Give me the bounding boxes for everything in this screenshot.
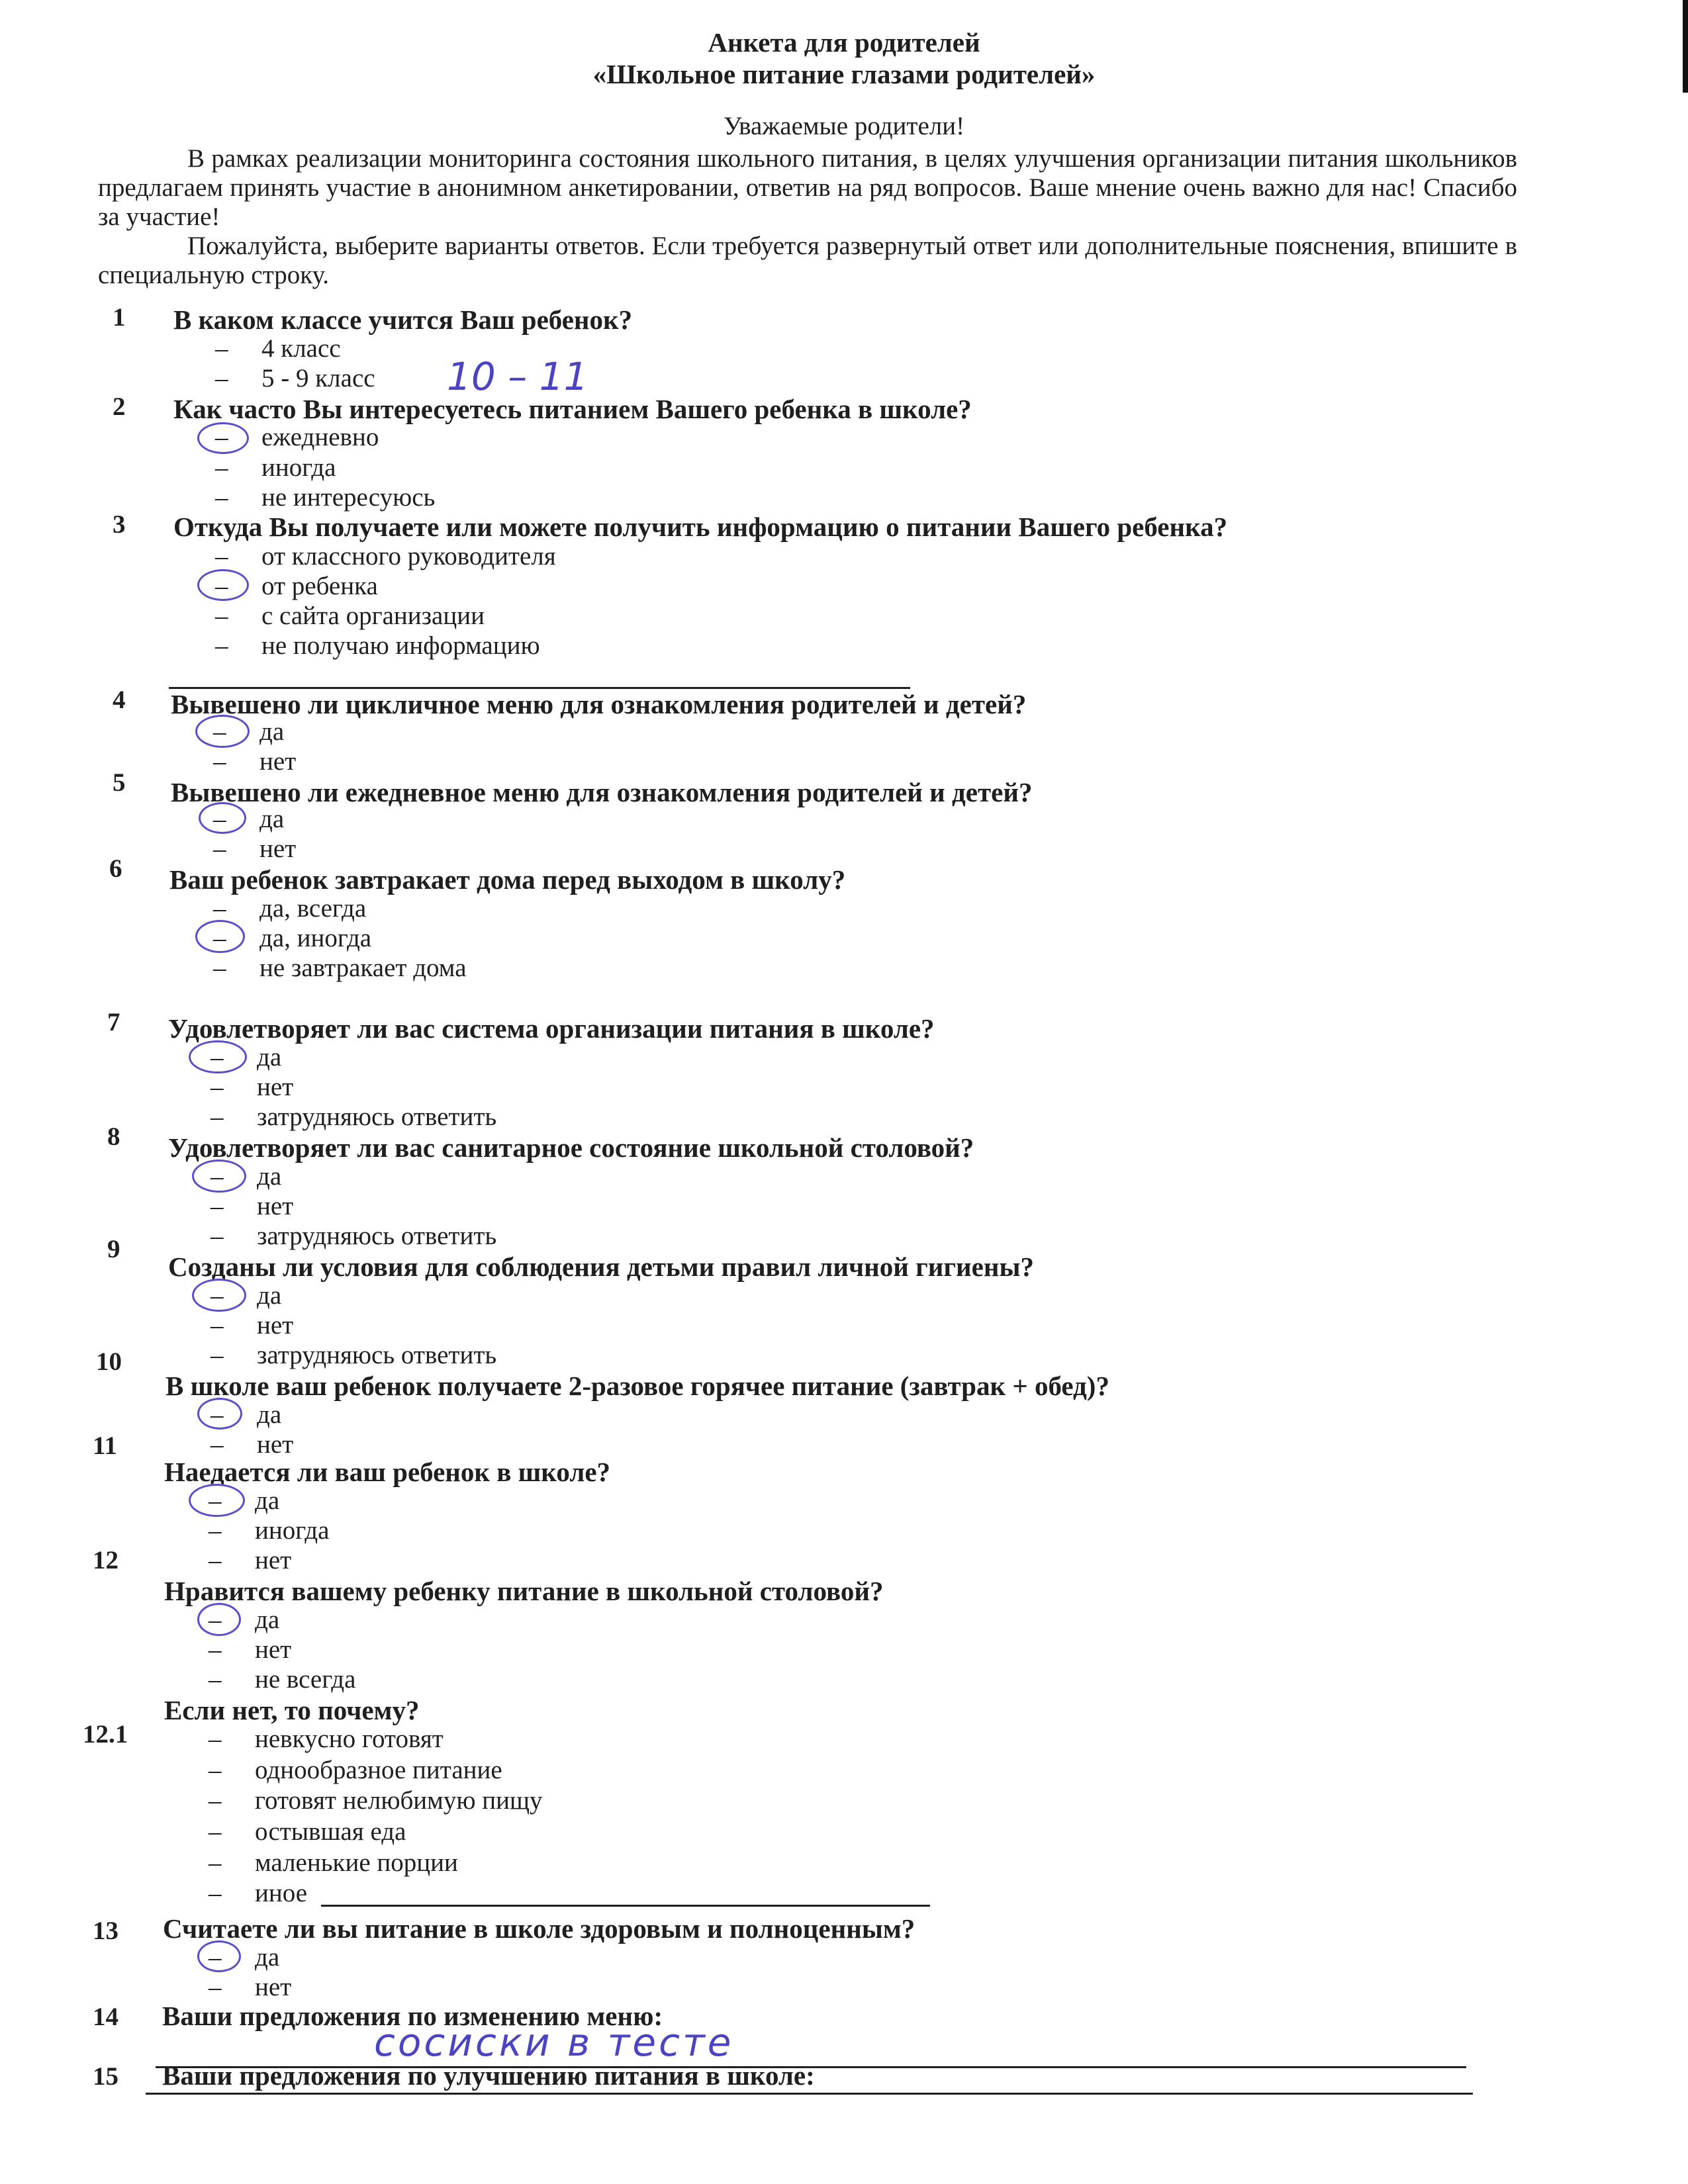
intro-paragraph-2: Пожалуйста, выберите варианты ответов. Если требуется развернутый ответ или дополнительные пояснения, впишите в специальную строку.	[98, 232, 1517, 289]
q2-text: Как часто Вы интересуетесь питанием Вашего ребенка в школе?	[173, 394, 972, 424]
q7-option-2[interactable]: – нет	[211, 1073, 294, 1101]
q9-option-1[interactable]: – да	[211, 1281, 282, 1310]
q8-number: 8	[107, 1122, 120, 1151]
q1-option-1[interactable]: – 4 класс	[215, 334, 341, 363]
q13-text: Считаете ли вы питание в школе здоровым и полноценным?	[163, 1913, 915, 1944]
form-subtitle: «Школьное питание глазами родителей»	[592, 59, 1096, 89]
q10-number: 10	[96, 1347, 122, 1376]
q10-text: В школе ваш ребенок получаете 2-разовое горячее питание (завтрак + обед)?	[165, 1371, 1109, 1401]
q6-option-3[interactable]: – не завтракает дома	[213, 954, 467, 982]
q12-1-option-3[interactable]: – готовят нелюбимую пищу	[209, 1786, 543, 1815]
q2-option-3[interactable]: – не интересуюсь	[215, 483, 436, 512]
q9-option-3[interactable]: – затрудняюсь ответить	[211, 1341, 497, 1369]
q1-option-2[interactable]: – 5 - 9 класс	[215, 364, 375, 392]
q11-number: 11	[93, 1432, 117, 1460]
q12-text: Нравится вашему ребенку питание в школьной столовой?	[164, 1576, 884, 1606]
q4-option-1[interactable]: – да	[213, 717, 285, 746]
greeting: Уважаемые родители!	[723, 112, 965, 140]
q3-option-4[interactable]: – не получаю информацию	[215, 631, 540, 660]
q12-1-text: Если нет, то почему?	[164, 1695, 420, 1725]
q3-option-3[interactable]: – с сайта организации	[215, 602, 485, 630]
q12-option-3[interactable]: – не всегда	[209, 1665, 356, 1694]
q6-answer-circle	[195, 920, 245, 953]
q1-handwritten-answer: 10 – 11	[447, 354, 588, 399]
q11-option-3[interactable]: – нет	[209, 1546, 292, 1574]
q5-number: 5	[113, 768, 126, 797]
q12-1-option-2[interactable]: – однообразное питание	[209, 1756, 502, 1784]
q1-number: 1	[113, 303, 126, 332]
q6-option-1[interactable]: – да, всегда	[213, 894, 367, 923]
q13-option-1[interactable]: – да	[209, 1943, 280, 1972]
q6-number: 6	[109, 854, 122, 883]
q4-number: 4	[113, 686, 126, 714]
q9-option-2[interactable]: – нет	[211, 1311, 294, 1340]
q10-answer-circle	[197, 1398, 242, 1430]
q4-answer-circle	[195, 715, 250, 748]
q8-option-1[interactable]: – да	[211, 1162, 282, 1191]
q12-answer-circle	[197, 1603, 241, 1636]
q13-option-2[interactable]: – нет	[209, 1973, 292, 2001]
q2-number: 2	[113, 392, 126, 421]
q3-text: Откуда Вы получаете или можете получить информацию о питании Вашего ребенка?	[173, 512, 1228, 542]
q10-option-2[interactable]: – нет	[211, 1430, 294, 1459]
q7-answer-circle	[189, 1040, 247, 1073]
q5-text: Вывешено ли ежедневное меню для ознакомления родителей и детей?	[171, 777, 1033, 807]
q9-text: Созданы ли условия для соблюдения детьми правил личной гигиены?	[168, 1251, 1034, 1282]
q6-option-2[interactable]: – да, иногда	[213, 924, 372, 952]
q5-option-1[interactable]: – да	[213, 805, 285, 833]
q7-option-3[interactable]: – затрудняюсь ответить	[211, 1103, 497, 1131]
q12-1-option-6[interactable]: – иное	[209, 1879, 308, 1907]
intro-paragraph-1: В рамках реализации мониторинга состояния школьного питания, в целях улучшения организации питания школьников предлагаем принять участие в анонимном анкетировании, ответив на ряд вопросов. Ваше мнение очень важно для нас! Спасибо за участие!	[98, 144, 1517, 231]
q12-option-1[interactable]: – да	[209, 1606, 280, 1634]
q9-answer-circle	[192, 1279, 246, 1312]
q4-option-2[interactable]: – нет	[213, 747, 297, 776]
intro-paragraphs	[98, 144, 1517, 290]
q10-option-1[interactable]: – да	[211, 1400, 282, 1429]
q8-answer-circle	[192, 1160, 246, 1193]
q12-1-option-4[interactable]: – остывшая еда	[209, 1817, 406, 1846]
q7-number: 7	[107, 1008, 120, 1036]
q12-1-other-input-line[interactable]	[321, 1905, 930, 1907]
q12-1-option-1[interactable]: – невкусно готовят	[209, 1725, 444, 1753]
q14-number: 14	[93, 2003, 118, 2031]
q14-text: Ваши предложения по изменению меню:	[162, 2001, 663, 2031]
q11-option-2[interactable]: – иногда	[209, 1516, 330, 1545]
q15-answer-line[interactable]	[146, 2093, 1473, 2095]
q12-1-option-5[interactable]: – маленькие порции	[209, 1848, 458, 1877]
q3-option-2[interactable]: – от ребенка	[215, 572, 378, 600]
q3-option-1[interactable]: – от классного руководителя	[215, 542, 556, 570]
q11-text: Наедается ли ваш ребенок в школе?	[164, 1457, 611, 1487]
q12-number: 12	[93, 1546, 118, 1574]
q13-answer-circle	[197, 1940, 241, 1972]
q2-option-2[interactable]: – иногда	[215, 453, 336, 482]
q2-option-1[interactable]: – ежедневно	[215, 423, 379, 451]
q11-answer-circle	[189, 1484, 245, 1517]
q5-answer-circle	[199, 802, 246, 834]
q9-number: 9	[107, 1235, 120, 1263]
q7-text: Удовлетворяет ли вас система организации питания в школе?	[168, 1013, 935, 1044]
q15-number: 15	[93, 2062, 118, 2091]
q1-text: В каком классе учится Ваш ребенок?	[173, 304, 633, 335]
q5-option-2[interactable]: – нет	[213, 835, 297, 863]
q12-1-number: 12.1	[83, 1720, 128, 1749]
q7-option-1[interactable]: – да	[211, 1043, 282, 1071]
q8-option-3[interactable]: – затрудняюсь ответить	[211, 1222, 497, 1250]
q8-text: Удовлетворяет ли вас санитарное состояние школьной столовой?	[168, 1132, 974, 1163]
q3-answer-circle	[197, 569, 249, 601]
q13-number: 13	[93, 1917, 118, 1945]
q6-text: Ваш ребенок завтракает дома перед выходом в школу?	[169, 864, 846, 895]
q8-option-2[interactable]: – нет	[211, 1192, 294, 1220]
form-title: Анкета для родителей	[708, 27, 980, 58]
q11-option-1[interactable]: – да	[209, 1486, 280, 1515]
q4-text: Вывешено ли цикличное меню для ознакомления родителей и детей?	[171, 689, 1027, 719]
q14-handwritten-answer: сосиски в тесте	[374, 2020, 734, 2065]
q3-number: 3	[113, 510, 126, 539]
q15-text: Ваши предложения по улучшению питания в школе:	[162, 2060, 815, 2091]
q2-answer-circle	[197, 422, 249, 454]
q12-option-2[interactable]: – нет	[209, 1635, 292, 1664]
